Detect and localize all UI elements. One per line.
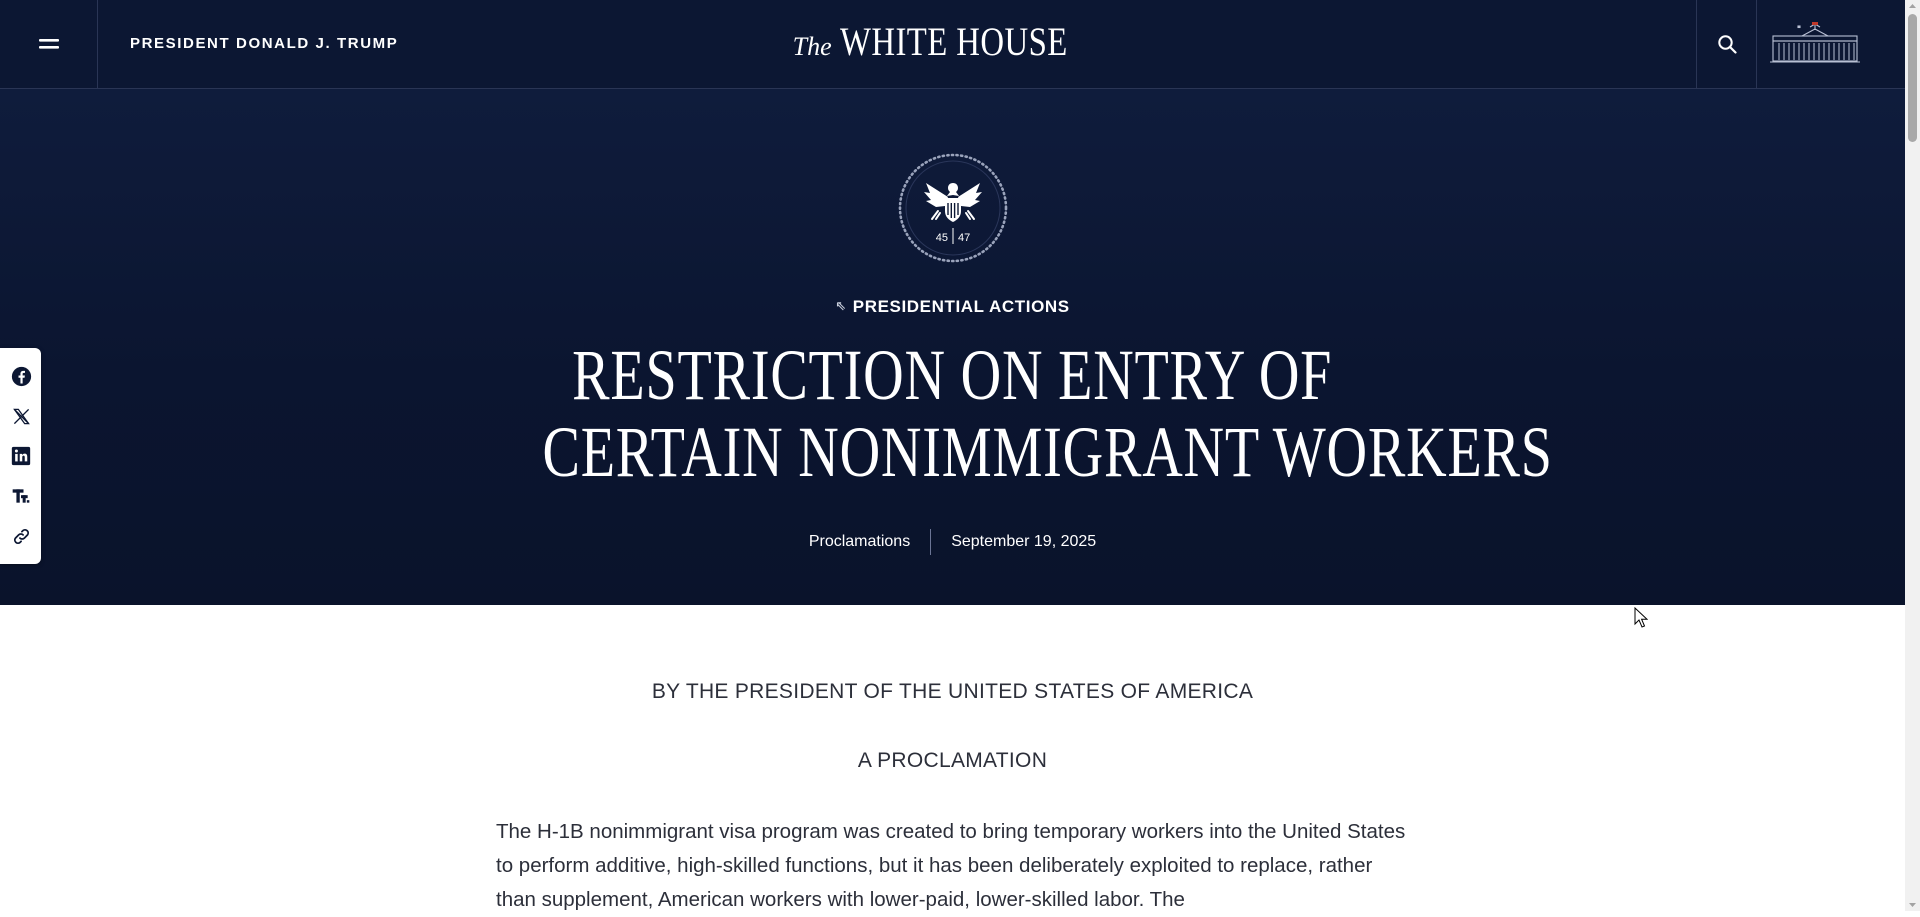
hamburger-menu-icon: [38, 37, 60, 51]
arrow-up-left-icon: ⇖: [835, 298, 847, 313]
share-truth-social-button[interactable]: [9, 484, 33, 508]
scroll-up-arrow-icon[interactable]: [1908, 2, 1917, 11]
copy-link-icon: [12, 527, 31, 546]
president-label[interactable]: PRESIDENT DONALD J. TRUMP: [130, 35, 399, 52]
by-the-president-line: BY THE PRESIDENT OF THE UNITED STATES OF AMERICA: [651, 680, 1254, 703]
site-title-main: WHITE HOUSE: [839, 19, 1068, 64]
site-title-link[interactable]: [792, 18, 1090, 70]
share-linkedin-button[interactable]: [9, 444, 33, 468]
presidential-seal-eagle-icon: [898, 153, 1008, 263]
facebook-icon: [11, 366, 32, 387]
scrollbar-thumb[interactable]: [1908, 14, 1917, 142]
site-title-prefix: The: [792, 32, 832, 61]
page-title-line-2: CERTAIN NONIMMIGRANT WORKERS: [542, 412, 1553, 492]
search-icon: [1717, 34, 1737, 54]
article-meta: [0, 529, 1905, 555]
share-x-button[interactable]: [9, 404, 33, 428]
publish-date: September 19, 2025: [951, 533, 1097, 550]
x-twitter-icon: [12, 407, 31, 426]
breadcrumb: [0, 297, 1905, 317]
truth-social-icon: [11, 486, 31, 506]
article-body: [0, 605, 1905, 911]
article-hero: [0, 89, 1905, 605]
article-paragraph: The H-1B nonimmigrant visa program was created to bring temporary workers into the United States to perform additive, high-skilled functions, but it has been deliberately exploited to replace, rather than supplement, American workers with lower-paid, lower-skilled labor. The: [496, 820, 1406, 911]
mouse-cursor-icon: [1634, 607, 1648, 629]
breadcrumb-link[interactable]: [835, 297, 1069, 316]
seal-right-number: 47: [958, 232, 971, 244]
proclamation-label: A PROCLAMATION: [857, 749, 1048, 772]
menu-button[interactable]: [0, 0, 98, 88]
page-title: [400, 335, 1553, 492]
page-title-line-1: RESTRICTION ON ENTRY OF: [572, 335, 1333, 415]
seal-left-number: 45: [935, 232, 948, 244]
category-link[interactable]: Proclamations: [808, 533, 911, 550]
search-button[interactable]: [1696, 0, 1757, 88]
share-facebook-button[interactable]: [9, 364, 33, 388]
scroll-down-arrow-icon[interactable]: [1908, 900, 1917, 909]
share-rail: [0, 348, 41, 564]
site-header: [0, 0, 1905, 89]
share-copy-link-button[interactable]: [9, 524, 33, 548]
white-house-building-icon[interactable]: [1770, 22, 1860, 66]
breadcrumb-label: PRESIDENTIAL ACTIONS: [852, 297, 1070, 316]
linkedin-icon: [11, 446, 31, 466]
